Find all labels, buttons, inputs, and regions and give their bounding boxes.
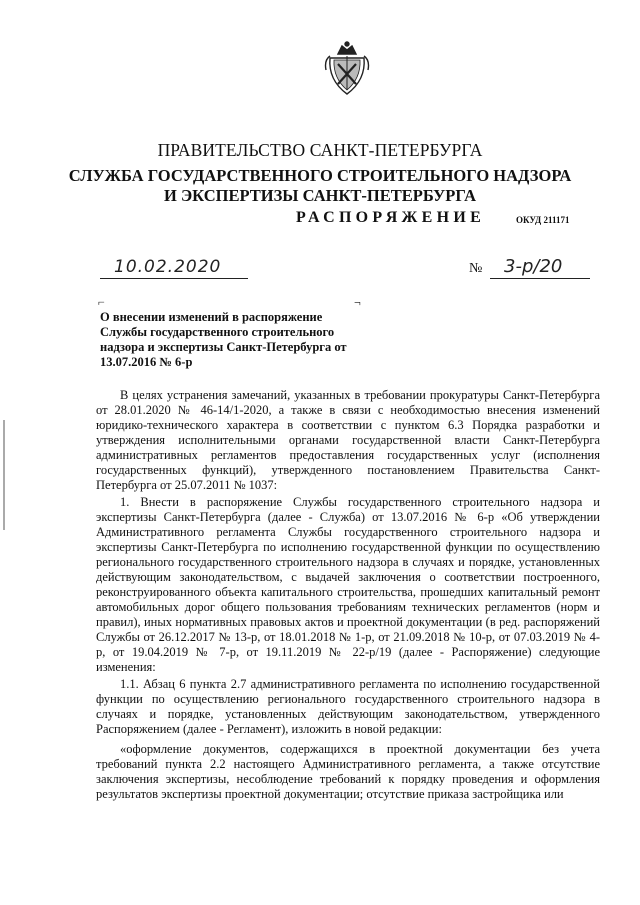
body-paragraph-4: «оформление документов, содержащихся в проектной документации без учета требований пункта 2.2 настоящего Административного регламента, а также отсутствие заключения экспертизы, несоблюдение требований к порядку проведения и оформления результатов экспертизы проектной документации; отсутствие приказа застройщика или [96, 742, 600, 801]
service-title [0, 166, 640, 206]
service-title-line-1: СЛУЖБА ГОСУДАРСТВЕННОГО СТРОИТЕЛЬНОГО НАДЗОРА [68, 166, 572, 185]
scan-edge-mark [3, 420, 5, 530]
body-paragraph-2: 1. Внести в распоряжение Службы государственного строительного надзора и экспертизы Санкт-Петербурга (далее - Служба) от 13.07.2016 № 6-р «Об утверждении Административного регламента Службы государственного строительного надзора и экспертизы Санкт-Петербурга по исполнению государственной функции по осуществлению регионального государственного строительного надзора в случаях и порядке, установленных действующим законодательством, с выдачей заключения о соответствии построенного, реконструированного объекта капитального строительства, прошедших капитальный ремонт автомобильных дорог общего пользования требованиям технических регламентов (норм и правил), иных нормативных правовых актов и проектной документации (в ред. распоряжений Службы от 26.12.2017 № 13-р, от 18.01.2018 № 1-р, от 21.09.2018 № 10-р, от 07.03.2019 № 4-р, от 19.04.2019 № 7-р, от 19.11.2019 № 22-р/19 (далее - Распоряжение) следующие изменения: [96, 495, 600, 674]
date-value: 10.02.2020 [114, 257, 222, 277]
number-value: 3-р/20 [504, 256, 563, 277]
corner-mark-right: ¬ [354, 295, 361, 309]
number-label: № [469, 261, 483, 276]
service-title-line-2: И ЭКСПЕРТИЗЫ САНКТ-ПЕТЕРБУРГА [164, 186, 476, 205]
coat-of-arms-icon [324, 40, 370, 98]
document-body [96, 388, 600, 802]
body-paragraph-3: 1.1. Абзац 6 пункта 2.7 административного регламента по исполнению государственной функции по осуществлению регионального государственного строительного надзора в случаях и порядке, установленных действующим законодательством, утвержденного Распоряжением (далее - Регламент), изложить в новой редакции: [96, 677, 600, 736]
document-type: РАСПОРЯЖЕНИЕ [296, 209, 486, 226]
body-paragraph-1: В целях устранения замечаний, указанных в требовании прокуратуры Санкт-Петербурга от 28.01.2020 № 46-14/1-2020, а также в связи с необходимостью внесения изменений юридико-технического характера в соответствии с пунктом 6.3 Порядка разработки и утверждения исполнительными органами государственной власти Санкт-Петербурга административных регламентов предоставления государственных услуг (исполнения государственных функций), утвержденного постановлением Правительства Санкт-Петербурга от 25.07.2011 № 1037: [96, 388, 600, 492]
document-subject: О внесении изменений в распоряжение Службы государственного строительного надзора и экспертизы Санкт-Петербурга от 13.07.2016 № 6-р [100, 310, 347, 369]
government-title: ПРАВИТЕЛЬСТВО САНКТ-ПЕТЕРБУРГА [157, 140, 483, 160]
corner-mark-left: ⌐ [98, 295, 105, 309]
date-field [100, 256, 248, 279]
okud-code: ОКУД 211171 [516, 215, 570, 225]
number-field [490, 256, 590, 279]
